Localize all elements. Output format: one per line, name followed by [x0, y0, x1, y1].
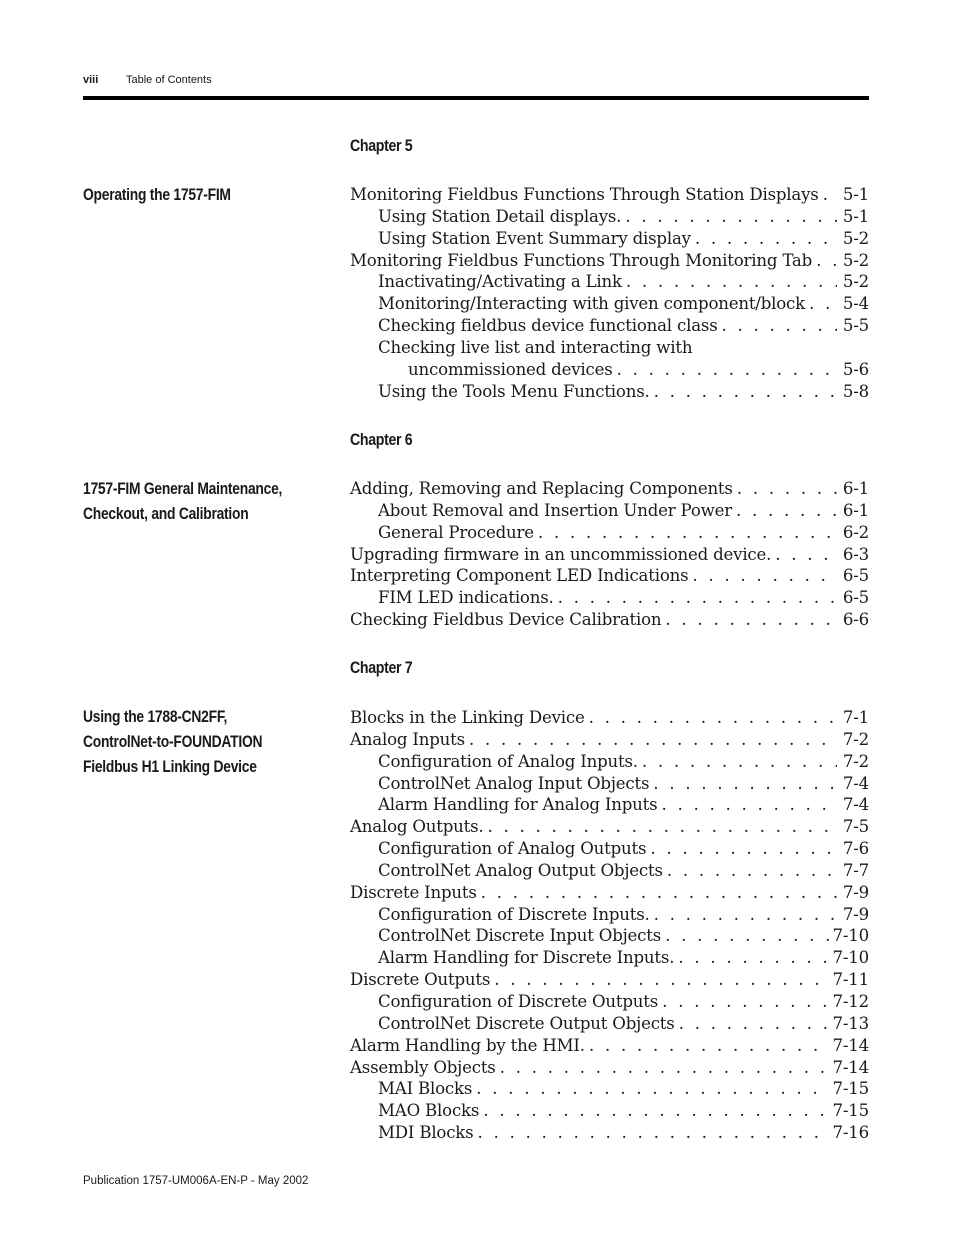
toc-entry[interactable] [350, 566, 869, 588]
toc-entry-title: Using Station Detail displays. [378, 206, 622, 226]
toc-entry-page: 5-2 [842, 250, 869, 270]
toc-entry-title: FIM LED indications. [378, 588, 554, 608]
toc-entry[interactable] [350, 926, 869, 948]
chapter-6-title [83, 477, 335, 527]
toc-entry[interactable] [350, 207, 869, 229]
dot-leader [650, 839, 837, 859]
toc-entry[interactable] [350, 360, 869, 382]
toc-entry-page: 7-15 [832, 1101, 869, 1121]
toc-entry-title: Using Station Event Summary display [378, 228, 691, 248]
dot-leader [589, 708, 837, 728]
toc-entry-title: ControlNet Discrete Output Objects [378, 1013, 675, 1033]
toc-entry[interactable] [350, 229, 869, 251]
dot-leader [678, 948, 828, 968]
dot-leader [809, 294, 837, 314]
dot-leader [722, 316, 837, 336]
dot-leader [625, 207, 837, 227]
toc-entry-page: 7-10 [832, 948, 869, 968]
toc-entry-title: Monitoring Fieldbus Functions Through Station Displays [350, 185, 819, 204]
dot-leader [477, 1123, 828, 1143]
dot-leader [665, 610, 837, 630]
toc-entry-title: Discrete Inputs [350, 882, 477, 902]
toc-entry-page: 7-6 [842, 839, 869, 859]
toc-entry[interactable] [350, 316, 869, 338]
toc-entry-page: 7-14 [832, 1057, 869, 1077]
toc-entry-title: About Removal and Insertion Under Power [378, 500, 732, 520]
toc-entry[interactable] [350, 610, 869, 632]
chapter-6-toc [350, 479, 869, 632]
chapter-6-label: Chapter 6 [350, 431, 413, 449]
dot-leader [692, 566, 837, 586]
toc-entry[interactable] [350, 501, 869, 523]
dot-leader [662, 992, 828, 1012]
toc-entry-page: 7-7 [842, 860, 869, 880]
toc-entry-title: Adding, Removing and Replacing Components [350, 479, 733, 498]
toc-entry[interactable] [350, 817, 869, 839]
toc-entry-page: 5-5 [842, 316, 869, 336]
toc-entry[interactable] [350, 1058, 869, 1080]
toc-entry[interactable] [350, 948, 869, 970]
toc-entry-title: Upgrading firmware in an uncommissioned device. [350, 544, 772, 564]
dot-leader [736, 501, 837, 521]
toc-entry-title: Configuration of Discrete Outputs [378, 991, 659, 1011]
dot-leader [661, 795, 837, 815]
toc-entry-title: Interpreting Component LED Indications [350, 566, 689, 586]
toc-entry-page: 5-2 [842, 228, 869, 248]
toc-entry[interactable] [350, 185, 869, 207]
toc-entry[interactable] [350, 861, 869, 883]
toc-entry-title: uncommissioned devices [408, 359, 613, 379]
toc-entry[interactable] [350, 545, 869, 567]
toc-entry[interactable] [350, 839, 869, 861]
toc-entry-title: MAI Blocks [378, 1079, 473, 1099]
toc-entry[interactable] [350, 774, 869, 796]
toc-entry[interactable] [350, 588, 869, 610]
toc-entry-title: MDI Blocks [378, 1123, 474, 1143]
toc-entry[interactable] [350, 730, 869, 752]
dot-leader [737, 479, 837, 499]
dot-leader [816, 251, 837, 271]
toc-entry-title: ControlNet Analog Input Objects [378, 773, 650, 793]
toc-entry-page: 7-1 [842, 708, 869, 727]
dot-leader [654, 905, 837, 925]
dot-leader [654, 382, 837, 402]
toc-entry-title: Alarm Handling for Analog Inputs [378, 795, 658, 815]
toc-entry-title: Analog Inputs [350, 729, 465, 749]
toc-entry[interactable] [350, 752, 869, 774]
toc-entry-title: Blocks in the Linking Device [350, 708, 585, 727]
toc-entry-title: Configuration of Analog Outputs [378, 839, 647, 859]
toc-entry-page: 7-4 [842, 795, 869, 815]
running-header-title: Table of Contents [126, 74, 212, 86]
dot-leader [494, 970, 828, 990]
dot-leader [476, 1079, 828, 1099]
chapter-title-line: Operating the 1757-FIM [83, 186, 231, 204]
chapter-5-title [83, 183, 335, 208]
toc-entry[interactable] [350, 708, 869, 730]
chapter-title-line: 1757-FIM General Maintenance, [83, 480, 283, 498]
toc-entry[interactable] [350, 905, 869, 927]
chapter-title-line: Checkout, and Calibration [83, 505, 249, 523]
header-divider [83, 96, 869, 100]
toc-entry-page: 7-2 [842, 729, 869, 749]
dot-leader [665, 926, 828, 946]
chapter-5-label: Chapter 5 [350, 137, 413, 155]
toc-entry[interactable] [350, 1079, 869, 1101]
chapter-5-toc [350, 185, 869, 403]
toc-entry-title: Discrete Outputs [350, 970, 491, 990]
page-number: viii [83, 74, 99, 86]
toc-entry-page: 5-2 [842, 272, 869, 292]
toc-entry-page: 7-14 [832, 1035, 869, 1055]
dot-leader [469, 730, 837, 750]
toc-entry-title: Checking Fieldbus Device Calibration [350, 610, 662, 630]
toc-entry-page: 6-5 [842, 566, 869, 586]
chapter-7-title [83, 705, 335, 780]
dot-leader [823, 185, 837, 205]
toc-entry-title: Inactivating/Activating a Link [378, 272, 622, 292]
toc-entry-page: 5-4 [842, 294, 869, 314]
dot-leader [695, 229, 837, 249]
toc-entry-title: MAO Blocks [378, 1101, 480, 1121]
toc-entry[interactable] [350, 970, 869, 992]
toc-entry-title: Alarm Handling for Discrete Inputs. [378, 948, 675, 968]
toc-entry-title: Configuration of Discrete Inputs. [378, 904, 650, 924]
toc-entry-page: 7-4 [842, 773, 869, 793]
dot-leader [538, 523, 837, 543]
toc-entry-page: 7-12 [832, 991, 869, 1011]
toc-entry[interactable] [350, 251, 869, 273]
toc-entry-page: 7-13 [832, 1013, 869, 1033]
dot-leader [626, 272, 837, 292]
toc-entry[interactable] [350, 1101, 869, 1123]
toc-entry-page: 7-15 [832, 1079, 869, 1099]
toc-entry-page: 7-9 [842, 904, 869, 924]
toc-entry[interactable] [350, 523, 869, 545]
toc-entry-page: 7-10 [832, 926, 869, 946]
dot-leader [653, 774, 837, 794]
chapter-title-line: Fieldbus H1 Linking Device [83, 758, 257, 776]
toc-entry-title: General Procedure [378, 522, 534, 542]
toc-entry[interactable] [350, 795, 869, 817]
toc-entry-page: 7-16 [832, 1123, 869, 1143]
toc-entry-title: Monitoring/Interacting with given component/block [378, 294, 805, 314]
chapter-title-line: Using the 1788-CN2FF, [83, 708, 228, 726]
toc-entry-title: Alarm Handling by the HMI. [350, 1035, 585, 1055]
toc-entry[interactable] [350, 294, 869, 316]
dot-leader [667, 861, 837, 881]
toc-entry-page: 5-1 [842, 185, 869, 204]
toc-entry[interactable] [350, 338, 869, 360]
dot-leader [679, 1014, 829, 1034]
dot-leader [558, 588, 837, 608]
toc-entry[interactable] [350, 992, 869, 1014]
toc-entry-page: 5-6 [842, 359, 869, 379]
toc-entry[interactable] [350, 1123, 869, 1145]
toc-entry-page: 6-6 [842, 610, 869, 630]
toc-entry-title: Using the Tools Menu Functions. [378, 381, 650, 401]
toc-entry-page: 7-2 [842, 751, 869, 771]
chapter-7-label: Chapter 7 [350, 659, 413, 677]
toc-entry-page: 7-11 [832, 970, 869, 990]
dot-leader [775, 545, 837, 565]
toc-entry-page: 6-5 [842, 588, 869, 608]
chapter-title-line: ControlNet-to-FOUNDATION [83, 733, 263, 751]
toc-entry-title: ControlNet Analog Output Objects [378, 860, 663, 880]
dot-leader [617, 360, 837, 380]
publication-footer: Publication 1757-UM006A-EN-P - May 2002 [83, 1175, 309, 1187]
toc-entry-title: Checking live list and interacting with [378, 337, 693, 357]
toc-entry[interactable] [350, 1036, 869, 1058]
toc-entry[interactable] [350, 479, 869, 501]
dot-leader [589, 1036, 829, 1056]
toc-entry[interactable] [350, 883, 869, 905]
toc-entry-title: Monitoring Fieldbus Functions Through Monitoring Tab [350, 250, 813, 270]
dot-leader [500, 1058, 829, 1078]
dot-leader [488, 817, 838, 837]
toc-entry-page: 7-5 [842, 817, 869, 837]
toc-entry-title: Configuration of Analog Inputs. [378, 751, 638, 771]
toc-entry-page: 6-1 [842, 500, 869, 520]
toc-entry[interactable] [350, 1014, 869, 1036]
dot-leader [642, 752, 837, 772]
chapter-7-toc [350, 708, 869, 1145]
toc-entry-page: 5-1 [842, 206, 869, 226]
toc-entry-title: ControlNet Discrete Input Objects [378, 926, 662, 946]
toc-entry-page: 5-8 [842, 381, 869, 401]
toc-entry-page: 6-3 [842, 544, 869, 564]
toc-entry[interactable] [350, 272, 869, 294]
toc-entry-page: 6-2 [842, 522, 869, 542]
toc-entry-title: Checking fieldbus device functional class [378, 316, 718, 336]
dot-leader [481, 883, 837, 903]
toc-entry[interactable] [350, 382, 869, 404]
toc-entry-title: Analog Outputs. [350, 817, 484, 837]
toc-entry-title: Assembly Objects [350, 1057, 496, 1077]
toc-entry-page: 7-9 [842, 882, 869, 902]
toc-entry-page: 6-1 [842, 479, 869, 498]
dot-leader [483, 1101, 828, 1121]
